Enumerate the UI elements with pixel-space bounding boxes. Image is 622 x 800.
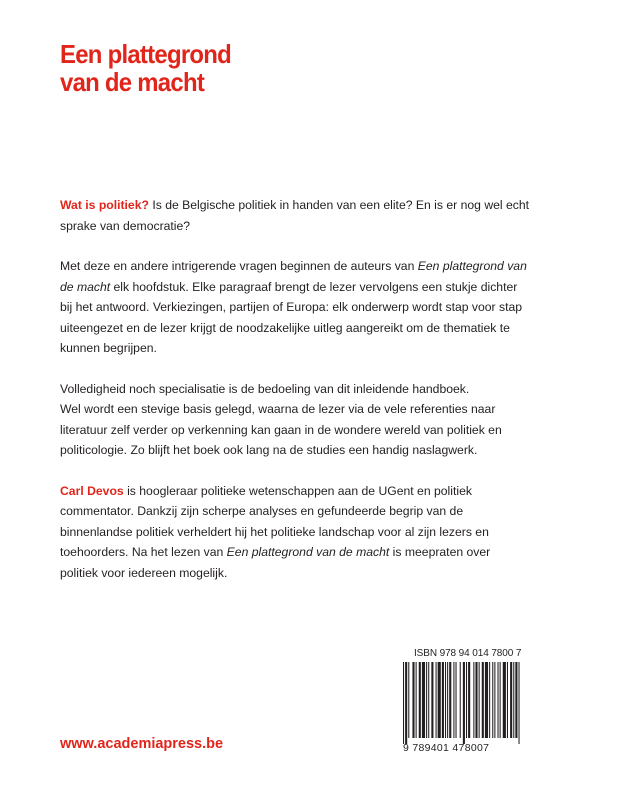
- paragraph-author: [60, 481, 530, 584]
- paragraph-intro: [60, 195, 530, 236]
- author-text-b: is meepraten over politiek voor iedereen mogelijk.: [60, 545, 491, 580]
- purpose-line-2: Wel wordt een stevige basis gelegd, waarna de lezer via de vele referenties naar literatuur zelf verder op verkenning kan gaan in de wondere wereld van politiek en politicologie. Zo blijft het boek ook lang na de studies een handig naslagwerk.: [60, 402, 502, 457]
- title-line-2: van de macht: [60, 67, 205, 97]
- book-title: [60, 40, 231, 96]
- purpose-line-1: Volledigheid noch specialisatie is de bedoeling van dit inleidende handboek.: [60, 381, 470, 396]
- title-line-1: Een plattegrond: [60, 39, 232, 69]
- book-title-inline-2: Een plattegrond van de macht: [226, 545, 390, 559]
- paragraph-purpose: [60, 379, 530, 461]
- isbn-barcode: [403, 648, 523, 756]
- description-text-b: elk hoofdstuk. Elke paragraaf brengt de lezer vervolgens een stukje dichter bij het antwoord. Verkiezingen, partijen of Europa: elk onderwerp wordt stap voor stap uiteengezet en de lezer krijgt de noodzakelijke uitleg aangereikt om de thematiek te kunnen begrijpen.: [60, 279, 523, 355]
- back-cover-text: [60, 195, 530, 603]
- author-text-a: is hoogleraar politieke wetenschappen aan de UGent en politiek commentator. Dankzij zijn scherpe analyses en gefundeerde begrip van de binnenlandse politiek verheldert hij het politieke landschap voor al zijn lezers en toehoorders. Na het lezen van: [60, 483, 489, 559]
- barcode-digits: 9 789401 478007: [403, 742, 490, 754]
- intro-lead: Wat is politiek?: [60, 198, 149, 212]
- book-title-inline: Een plattegrond van de macht: [60, 259, 527, 294]
- description-text-a: Met deze en andere intrigerende vragen beginnen de auteurs van: [60, 259, 418, 273]
- publisher-website: www.academiapress.be: [60, 736, 224, 752]
- paragraph-description: [60, 256, 530, 359]
- isbn-number: ISBN 978 94 014 7800 7: [414, 648, 522, 659]
- intro-text: Is de Belgische politiek in handen van een elite? En is er nog wel echt sprake van democratie?: [60, 198, 530, 233]
- author-name: Carl Devos: [60, 483, 124, 498]
- barcode-icon: [403, 662, 523, 744]
